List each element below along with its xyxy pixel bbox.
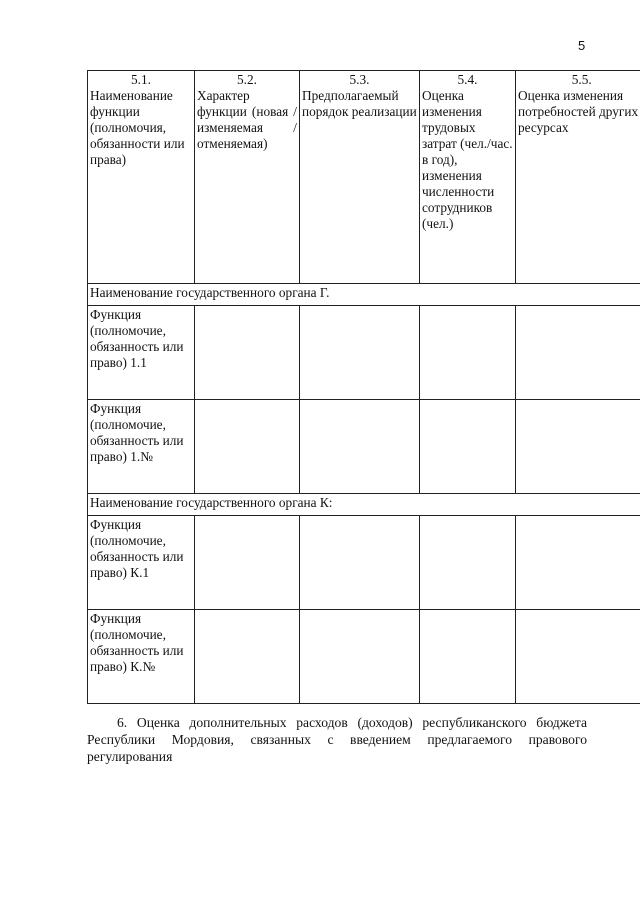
header-cell-5-1: 5.1. Наименование функции (полномочия, обязанности или права) (88, 71, 195, 284)
empty-cell (516, 306, 640, 400)
empty-cell (420, 400, 516, 494)
function-name-cell: Функция (полномочие, обязанность или право) К.№ (88, 610, 195, 704)
empty-cell (300, 610, 420, 704)
empty-cell (300, 516, 420, 610)
org-row-k (88, 494, 640, 516)
empty-cell (300, 306, 420, 400)
empty-cell (300, 400, 420, 494)
empty-cell (195, 516, 300, 610)
table-row (88, 516, 640, 610)
empty-cell (195, 306, 300, 400)
empty-cell (195, 610, 300, 704)
empty-cell (420, 610, 516, 704)
empty-cell (516, 516, 640, 610)
function-name-cell: Функция (полномочие, обязанность или право) 1.1 (88, 306, 195, 400)
function-name-cell: Функция (полномочие, обязанность или право) 1.№ (88, 400, 195, 494)
table-row (88, 306, 640, 400)
empty-cell (420, 516, 516, 610)
functions-table (87, 70, 640, 704)
org-name-g: Наименование государственного органа Г. (88, 284, 640, 306)
org-name-k: Наименование государственного органа К: (88, 494, 640, 516)
header-cell-5-3: 5.3. Предполагаемый порядок реализации (300, 71, 420, 284)
section-6-paragraph: 6. Оценка дополнительных расходов (доходов) республиканского бюджета Республики Мордовия, связанных с введением предлагаемого правового регулирования (87, 715, 587, 764)
empty-cell (516, 400, 640, 494)
org-row-g (88, 284, 640, 306)
empty-cell (420, 306, 516, 400)
table-header-row (88, 71, 640, 284)
header-cell-5-5: 5.5. Оценка изменения потребностей других ресурсах (516, 71, 640, 284)
function-name-cell: Функция (полномочие, обязанность или право) К.1 (88, 516, 195, 610)
table-row (88, 400, 640, 494)
table-row (88, 610, 640, 704)
header-cell-5-4: 5.4. Оценка изменения трудовых затрат (чел./час. в год), изменения численности сотрудников (чел.) (420, 71, 516, 284)
empty-cell (195, 400, 300, 494)
empty-cell (516, 610, 640, 704)
page-number: 5 (578, 38, 586, 53)
header-cell-5-2: 5.2. Характер функции (новая / изменяемая / отменяемая) (195, 71, 300, 284)
